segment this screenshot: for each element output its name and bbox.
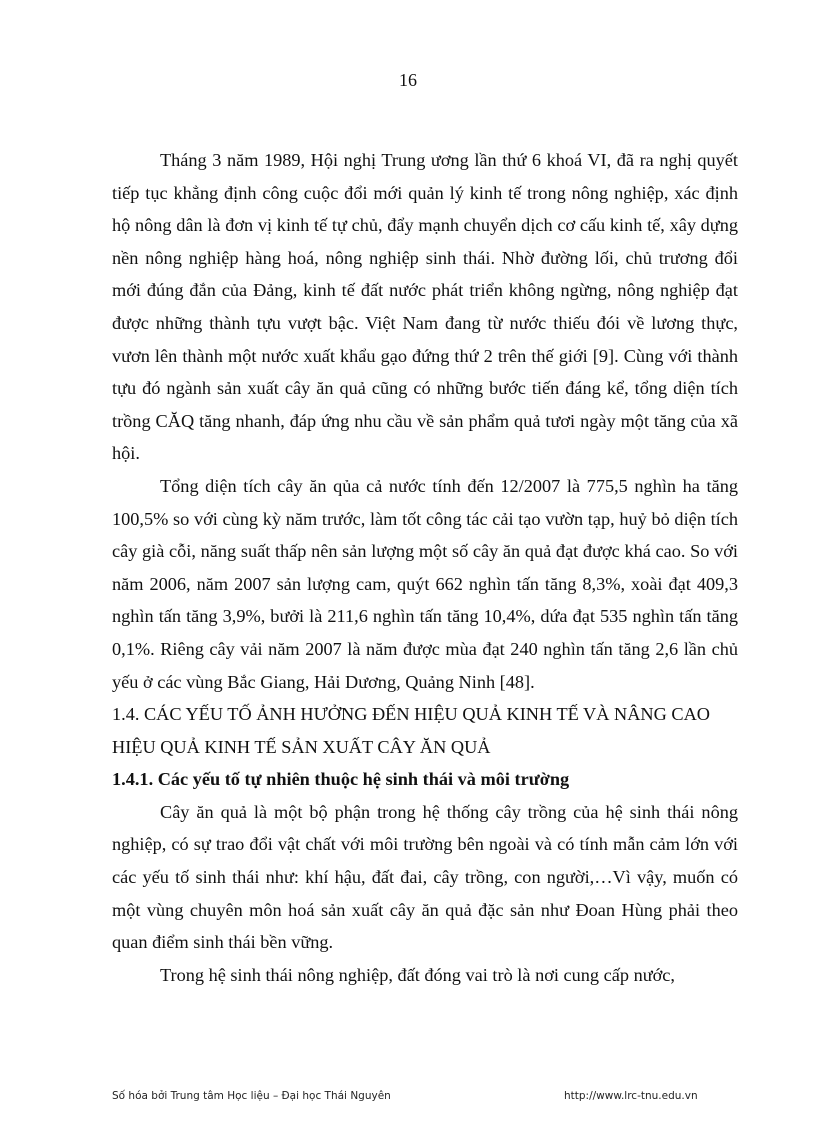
page-number: 16 — [399, 70, 417, 90]
paragraph-4: Trong hệ sinh thái nông nghiệp, đất đóng vai trò là nơi cung cấp nước, — [160, 964, 675, 985]
paragraph-2: Tổng diện tích cây ăn qủa cả nước tính đến 12/2007 là 775,5 nghìn ha tăng 100,5% so với cùng kỳ năm trước, làm tốt công tác cải tạo vườn tạp, huỷ bỏ diện tích cây già cỗi, năng suất thấp nên sản lượng một số cây ăn quả đạt được khá cao. So với năm 2006, năm 2007 sản lượng cam, quýt 662 nghìn tấn tăng 8,3%, xoài đạt 409,3 nghìn tấn tăng 3,9%, bưởi là 211,6 nghìn tấn tăng 10,4%, dứa đạt 535 nghìn tấn tăng 0,1%. Riêng cây vải năm 2007 là năm được mùa đạt 240 nghìn tấn tăng 2,6 lần chủ yếu ở các vùng Bắc Giang, Hải Dương, Quảng Ninh [48]. — [112, 475, 738, 692]
document-body — [112, 144, 738, 991]
paragraph-3: Cây ăn quả là một bộ phận trong hệ thống cây trồng của hệ sinh thái nông nghiệp, có sự trao đổi vật chất với môi trường bên ngoài và có tính mẫn cảm lớn với các yếu tố sinh thái như: khí hậu, đất đai, cây trồng, con người,…Vì vậy, muốn có một vùng chuyên môn hoá sản xuất cây ăn quả đặc sản như Đoan Hùng phải theo quan điểm sinh thái bền vững. — [112, 801, 738, 953]
footer-source: Số hóa bởi Trung tâm Học liệu – Đại học Thái Nguyên — [112, 1090, 391, 1102]
footer-url: http://www.lrc-tnu.edu.vn — [564, 1090, 698, 1102]
section-heading: 1.4. CÁC YẾU TỐ ẢNH HƯỞNG ĐẾN HIỆU QUẢ KINH TẾ VÀ NÂNG CAO HIỆU QUẢ KINH TẾ SẢN XUẤT CÂY ĂN QUẢ — [112, 704, 710, 757]
page-footer — [112, 1090, 712, 1106]
subsection-heading: 1.4.1. Các yếu tố tự nhiên thuộc hệ sinh thái và môi trường — [112, 769, 570, 790]
paragraph-1: Tháng 3 năm 1989, Hội nghị Trung ương lần thứ 6 khoá VI, đã ra nghị quyết tiếp tục khẳng định công cuộc đổi mới quản lý kinh tế trong nông nghiệp, xác định hộ nông dân là đơn vị kinh tế tự chủ, đẩy mạnh chuyển dịch cơ cấu kinh tế, xây dựng nền nông nghiệp hàng hoá, nông nghiệp sinh thái. Nhờ đường lối, chủ trương đổi mới đúng đắn của Đảng, kinh tế đất nước phát triển không ngừng, nông nghiệp đạt được những thành tựu vượt bậc. Việt Nam đang từ nước thiếu đói về lương thực, vươn lên thành một nước xuất khẩu gạo đứng thứ 2 trên thế giới [9]. Cùng với thành tựu đó ngành sản xuất cây ăn quả cũng có những bước tiến đáng kể, tổng diện tích trồng CĂQ tăng nhanh, đáp ứng nhu cầu về sản phẩm quả tươi ngày một tăng của xã hội. — [112, 150, 738, 464]
